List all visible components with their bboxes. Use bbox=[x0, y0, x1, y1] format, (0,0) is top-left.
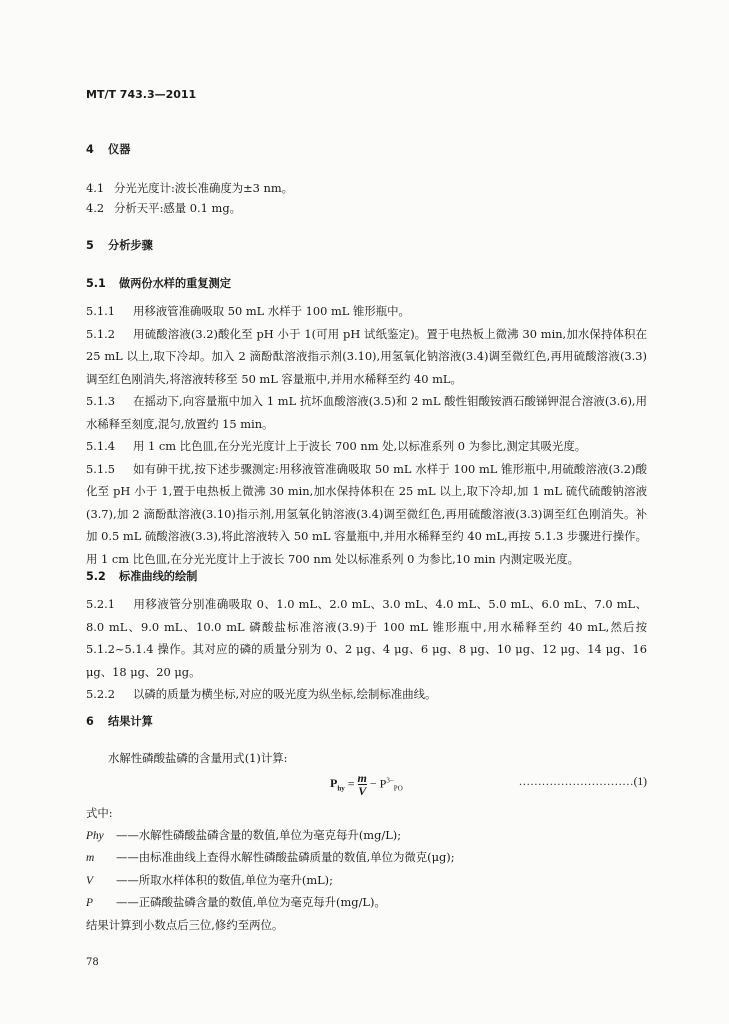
item-4-2: 4.2 分析天平:感量 0.1 mg。 bbox=[86, 201, 242, 215]
equation-number: …………………………(1) bbox=[518, 776, 647, 788]
where-label: 式中: bbox=[86, 806, 113, 820]
definitions bbox=[86, 803, 647, 936]
para-5-1-3: 5.1.3 在摇动下,向容量瓶中加入 1 mL 抗坏血酸溶液(3.5)和 2 mL 酸性钼酸铵酒石酸锑钾混合溶液(3.6),用水稀释至刻度,混匀,放置约 15 min。 bbox=[86, 394, 647, 431]
section-5-2-heading: 5.2 标准曲线的绘制 bbox=[86, 570, 198, 583]
def-v: V ——所取水样体积的数值,单位为毫升(mL); bbox=[86, 872, 333, 887]
def-phy: Phy ——水解性磷酸盐磷含量的数值,单位为毫克每升(mg/L); bbox=[86, 827, 402, 842]
para-5-2-1: 5.2.1 用移液管分别准确吸取 0、1.0 mL、2.0 mL、3.0 mL、4.0 mL、5.0 mL、6.0 mL、7.0 mL、8.0 mL、9.0 mL、10.0 mL 磷酸盐标准溶液(3.9)于 100 mL 锥形瓶中,用水稀释至约 40 mL,然后按 5.1.2~5.1.4 操作。其对应的磷的质量分别为 0、2 μg、4 μg、6 μg、8 μg、10 μg、12 μg、14 μg、16 μg、18 μg、20 μg。 bbox=[86, 597, 647, 679]
item-4-1: 4.1 分光光度计:波长准确度为±3 nm。 bbox=[86, 181, 294, 195]
section-5-1-body bbox=[86, 300, 647, 570]
formula-fraction: $\frac{m}{V}$ bbox=[357, 771, 367, 798]
para-5-1-2: 5.1.2 用硫酸溶液(3.2)酸化至 pH 小于 1(可用 pH 试纸鉴定)。置于电热板上微沸 30 min,加水保持体积在 25 mL 以上,取下冷却。加入 2 滴酚酞溶液指示剂(3.10),用氢氧化钠溶液(3.4)调至微红色,再用硫酸溶液(3.3)调至红色刚消失,将溶液转移至 50 mL 容量瓶中,并用水稀释至约 40 mL。 bbox=[86, 326, 647, 386]
standard-id: MT/T 743.3—2011 bbox=[86, 88, 197, 101]
def-m: m ——由标准曲线上查得水解性磷酸盐磷质量的数值,单位为微克(μg); bbox=[86, 850, 455, 864]
para-5-2-2: 5.2.2 以磷的质量为横坐标,对应的吸光度为纵坐标,绘制标准曲线。 bbox=[86, 687, 437, 701]
section-4-items bbox=[86, 180, 647, 216]
section-6-heading: 6 结果计算 bbox=[86, 715, 153, 728]
section-4-heading: 4 仪器 bbox=[86, 143, 131, 156]
rounding-note: 结果计算到小数点后三位,修约至两位。 bbox=[86, 917, 284, 932]
def-p: P ——正磷酸盐磷含量的数值,单位为毫克每升(mg/L)。 bbox=[86, 895, 386, 909]
section-5-heading: 5 分析步骤 bbox=[86, 239, 153, 252]
calc-intro: 水解性磷酸盐磷的含量用式(1)计算: bbox=[108, 751, 288, 765]
section-5-1-heading: 5.1 做两份水样的重复测定 bbox=[86, 277, 231, 290]
para-5-1-4: 5.1.4 用 1 cm 比色皿,在分光光度计上于波长 700 nm 处,以标准系列 0 为参比,测定其吸光度。 bbox=[86, 439, 587, 453]
page-number: 78 bbox=[86, 957, 99, 968]
formula-1: $P_{hy}$ = $\frac{m}{V}$ − $P^{3-}_{PO}$ bbox=[330, 771, 403, 798]
section-5-2-body bbox=[86, 593, 647, 706]
para-5-1-1: 5.1.1 用移液管准确吸取 50 mL 水样于 100 mL 锥形瓶中。 bbox=[86, 304, 410, 318]
para-5-1-5: 5.1.5 如有砷干扰,按下述步骤测定:用移液管准确吸取 50 mL 水样于 100 mL 锥形瓶中,用硫酸溶液(3.2)酸化至 pH 小于 1,置于电热板上微沸 30 min,加水保持体积在 25 mL 以上,取下冷却,加 1 mL 硫代硫酸钠溶液(3.7),加 2 滴酚酞溶液(3.10)指示剂,用氢氧化钠溶液(3.4)调至微红色,再用硫酸溶液(3.3)调至红色刚消失。补加 0.5 mL 硫酸溶液(3.3),将此溶液转入 50 mL 容量瓶中,并用水稀释至约 40 mL,再按 5.1.3 步骤进行操作。用 1 cm 比色皿,在分光光度计上于波长 700 nm 处以标准系列 0 为参比,10 min 内测定吸光度。 bbox=[86, 461, 647, 566]
